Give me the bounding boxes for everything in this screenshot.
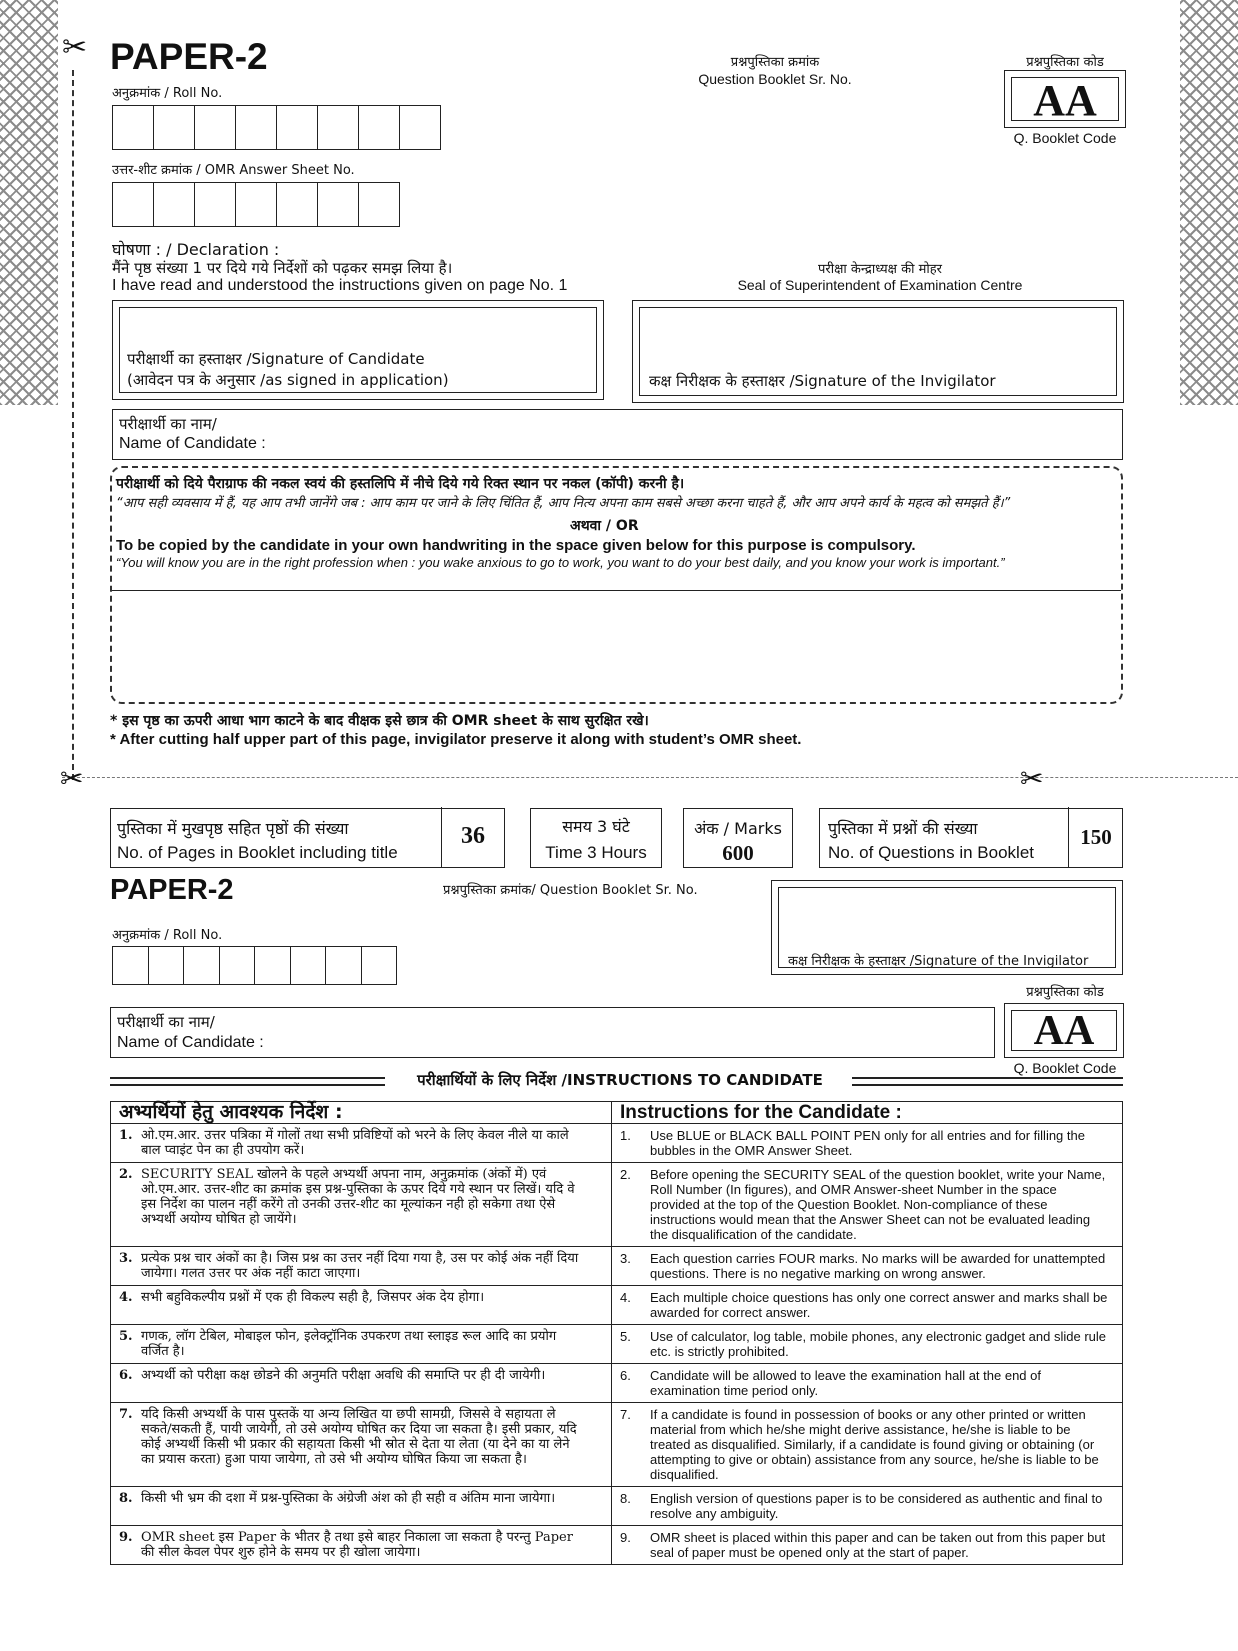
instructions-table	[110, 1101, 1123, 1565]
decorative-border-left	[0, 0, 58, 405]
instruction-number: 7.	[620, 1407, 631, 1422]
instruction-text-english: OMR sheet is placed within this paper and can be taken out from this paper but seal of paper must be opened only at the start of paper.	[650, 1530, 1106, 1560]
candidate-name-hindi: परीक्षार्थी का नाम/	[119, 415, 217, 433]
scissors-icon: ✂	[62, 31, 88, 64]
cell-divider	[441, 807, 442, 867]
marks-value: 600	[722, 841, 754, 865]
questions-value: 150	[1080, 825, 1112, 849]
instruction-row	[111, 1247, 1123, 1286]
candidate-name-box[interactable]	[112, 409, 1123, 460]
instruction-text-english: Each multiple choice questions has only one correct answer and marks shall be awarded for correct answer.	[650, 1290, 1108, 1320]
seal-label-hindi: परीक्षा केन्द्राध्यक्ष की मोहर	[818, 262, 942, 277]
roll-label-bottom: अनुक्रमांक / Roll No.	[112, 928, 223, 943]
instruction-text-hindi: यदि किसी अभ्यर्थी के पास पुस्तकें या अन्य लिखित या छपी सामग्री, जिससे वे सहायता ले सकते/सकती हैं, पायी जायेगी, तो उसे अयोग्य घोषित कर दिया जा सकता है। इसी प्रकार, यदि कोई अभ्यर्थी किसी भी प्रकार की सहायता किसी भी स्रोत से देता या लेता (या देने का या लेने का प्रयास करता) हुआ पाया जायेगा, तो उसे भी अयोग्य घोषित किया जा सकता है।	[141, 1407, 577, 1467]
instruction-text-english: English version of questions paper is to be considered as authentic and final to resolve any ambiguity.	[650, 1491, 1103, 1521]
instruction-text-english: Use of calculator, log table, mobile phones, any electronic gadget and slide rule etc. is strictly prohibited.	[650, 1329, 1107, 1359]
candidate-name-english: Name of Candidate :	[119, 435, 266, 452]
instructions-header-english: Instructions for the Candidate :	[612, 1102, 1123, 1124]
pages-value: 36	[461, 823, 485, 849]
candidate-signature-label: परीक्षार्थी का हस्ताक्षर /Signature of Candidate	[127, 350, 425, 368]
code-label-hindi: प्रश्नपुस्तिका कोड	[1026, 55, 1104, 70]
note-hindi: * इस पृष्ठ का ऊपरी आधा भाग काटने के बाद वीक्षक इसे छात्र की OMR sheet के साथ सुरक्षित रखे।	[110, 713, 649, 729]
booklet-code-box-bottom	[1004, 1003, 1124, 1058]
instruction-number: 5.	[620, 1329, 631, 1344]
instructions-header-hindi: अभ्यर्थियों हेतु आवश्यक निर्देश :	[111, 1102, 612, 1124]
declaration-english: I have read and understood the instructions given on page No. 1	[112, 277, 568, 294]
roll-number-cells-bottom[interactable]	[112, 946, 397, 985]
instruction-text-english: Before opening the SECURITY SEAL of the question booklet, write your Name, Roll Number (In figures), and OMR Answer-sheet Number in the space provided at the top of the Question Booklet. Non-compliance of these instructions would mean that the Answer Sheet can not be evaluated leading the disqualification of the candidate.	[650, 1167, 1106, 1242]
instruction-number: 3.	[119, 1251, 133, 1266]
instruction-number: 4.	[620, 1290, 631, 1305]
booklet-code-box	[1004, 70, 1126, 128]
instruction-row	[111, 1286, 1123, 1325]
instruction-text-hindi: OMR sheet इस Paper के भीतर है तथा इसे बाहर निकाला जा सकता है परन्तु Paper की सील केवल पेपर शुरु होने के समय पर ही खोला जायेगा।	[141, 1530, 573, 1560]
invigilator-signature-label-bottom: कक्ष निरीक्षक के हस्ताक्षर /Signature of the Invigilator	[788, 954, 1089, 969]
invigilator-signature-label: कक्ष निरीक्षक के हस्ताक्षर /Signature of the Invigilator	[649, 372, 996, 390]
paper-title: PAPER-2	[110, 36, 268, 77]
instruction-text-hindi: अभ्यर्थी को परीक्षा कक्ष छोडने की अनुमति परीक्षा अवधि की समाप्ति पर ही दी जायेगी।	[141, 1368, 546, 1383]
instructions-title: परीक्षार्थियों के लिए निर्देश /INSTRUCTIONS TO CANDIDATE	[417, 1071, 823, 1089]
scissors-icon: ✂	[1020, 763, 1044, 794]
roll-label: अनुक्रमांक / Roll No.	[112, 86, 223, 101]
instruction-number: 2.	[620, 1167, 631, 1182]
pages-count-box	[110, 808, 505, 868]
instruction-number: 6.	[620, 1368, 631, 1383]
time-box	[530, 808, 662, 868]
instruction-row	[111, 1163, 1123, 1247]
instruction-text-hindi: गणक, लॉग टेबिल, मोबाइल फोन, इलेक्ट्रॉनिक उपकरण तथा स्लाइड रूल आदि का प्रयोग वर्जित है।	[141, 1329, 557, 1359]
copy-instruction-english: To be copied by the candidate in your own handwriting in the space given below for this purpose is compulsory.	[116, 537, 916, 554]
instruction-text-hindi: किसी भी भ्रम की दशा में प्रश्न-पुस्तिका के अंग्रेजी अंश को ही सही व अंतिम माना जायेगा।	[141, 1491, 556, 1506]
instruction-number: 4.	[119, 1290, 133, 1305]
instruction-text-english: If a candidate is found in possession of books or any other printed or written material from which he/she might derive assistance, he/she is liable to be treated as disqualified. Similarly, if a candidate is found giving or obtaining (or attempting to give or obtain) assistance from any source, he/she is liable to be disqualified.	[650, 1407, 1099, 1482]
instruction-text-hindi: सभी बहुविकल्पीय प्रश्नों में एक ही विकल्प सही है, जिसपर अंक देय होगा।	[141, 1290, 485, 1305]
instruction-number: 1.	[119, 1128, 133, 1143]
declaration-label: घोषणा : / Declaration :	[112, 240, 280, 259]
invigilator-signature-box-bottom[interactable]	[771, 880, 1123, 975]
sr-no-bottom: प्रश्नपुस्तिका क्रमांक/ Question Booklet Sr. No.	[443, 883, 698, 898]
copy-quote-hindi: “आप सही व्यवसाय में हैं, यह आप तभी जानेंगे जब : आप काम पर जाने के लिए चिंतित हैं, आप नित्य अपना काम सबसे अच्छा करना चाहते हैं, और आप अपने कार्य के महत्व को समझते हैं।”	[116, 496, 1011, 511]
candidate-signature-box[interactable]	[112, 300, 604, 400]
instruction-row	[111, 1487, 1123, 1526]
marks-label: अंक / Marks	[694, 819, 782, 838]
sr-no-hindi: प्रश्नपुस्तिका क्रमांक	[730, 55, 820, 70]
instruction-number: 1.	[620, 1128, 631, 1143]
instruction-text-english: Candidate will be allowed to leave the examination hall at the end of examination time period only.	[650, 1368, 1041, 1398]
candidate-signature-note: (आवेदन पत्र के अनुसार /as signed in application)	[127, 371, 449, 389]
instruction-number: 6.	[119, 1368, 133, 1383]
seal-label-english: Seal of Superintendent of Examination Centre	[737, 277, 1023, 293]
instruction-text-hindi: ओ.एम.आर. उत्तर पत्रिका में गोलों तथा सभी प्रविष्टियों को भरने के लिए केवल नीले या काले बाल प्वाइंट पेन का ही उपयोग करें।	[141, 1128, 569, 1158]
copy-space-divider	[112, 590, 1121, 591]
decorative-border-right	[1180, 0, 1238, 405]
instruction-text-english: Use BLUE or BLACK BALL POINT PEN only for all entries and for filling the bubbles in the OMR Answer Sheet.	[650, 1128, 1085, 1158]
instruction-text-hindi: SECURITY SEAL खोलने के पहले अभ्यर्थी अपना नाम, अनुक्रमांक (अंकों में) एवं ओ.एम.आर. उत्तर-शीट का क्रमांक इस प्रश्न-पुस्तिका के ऊपर दिये गये स्थान पर लिखें। यदि वे इस निर्देश का पालन नहीं करेंगे तो उनकी उत्तर-शीट का मूल्यांकन नही हो सकेगा तथा ऐसे अभ्यर्थी अयोग्य घोषित हो जायेंगे।	[141, 1167, 575, 1227]
cell-divider	[1068, 807, 1069, 867]
omr-number-cells[interactable]	[112, 182, 400, 227]
instruction-row	[111, 1364, 1123, 1403]
copy-or-label: अथवा / OR	[570, 518, 639, 534]
instruction-number: 9.	[119, 1530, 133, 1545]
marks-box	[683, 808, 793, 868]
instruction-row	[111, 1124, 1123, 1163]
copy-instruction-hindi: परीक्षार्थी को दिये पैराग्राफ की नकल स्वयं की हस्तलिपि में नीचे दिये गये रिक्त स्थान पर नकल (कॉपी) करनी है।	[116, 476, 685, 492]
paper-title-bottom: PAPER-2	[110, 874, 234, 906]
instruction-row	[111, 1526, 1123, 1565]
pages-label-hindi: पुस्तिका में मुखपृष्ठ सहित पृष्ठों की संख्या	[117, 819, 349, 838]
declaration-hindi: मैंने पृष्ठ संख्या 1 पर दिये गये निर्देशों को पढ़कर समझ लिया है।	[112, 259, 453, 277]
instruction-number: 9.	[620, 1530, 631, 1545]
instruction-text-english: Each question carries FOUR marks. No marks will be awarded for unattempted questions. There is no negative marking on wrong answer.	[650, 1251, 1106, 1281]
pages-label-english: No. of Pages in Booklet including title	[117, 843, 398, 862]
code-label-hindi-bottom: प्रश्नपुस्तिका कोड	[1026, 985, 1104, 1000]
candidate-name-box-bottom[interactable]	[110, 1007, 995, 1058]
questions-label-english: No. of Questions in Booklet	[828, 843, 1035, 862]
questions-count-box	[819, 808, 1123, 868]
booklet-code: AA	[1033, 76, 1097, 125]
title-rule-right	[852, 1077, 1123, 1086]
time-english: Time 3 Hours	[545, 843, 647, 862]
instruction-text-hindi: प्रत्येक प्रश्न चार अंकों का है। जिस प्रश्न का उत्तर नहीं दिया गया है, उस पर कोई अंक नहीं दिया जायेगा। गलत उत्तर पर अंक नहीं काटा जाएगा।	[141, 1251, 579, 1281]
instruction-number: 2.	[119, 1167, 133, 1182]
copy-quote-english: “You will know you are in the right profession when : you wake anxious to go to work, you want to do your best daily, and you know your work is important.”	[116, 555, 1005, 570]
instruction-row	[111, 1403, 1123, 1487]
instruction-number: 7.	[119, 1407, 133, 1422]
code-label-english: Q. Booklet Code	[1013, 130, 1117, 146]
instruction-row	[111, 1325, 1123, 1364]
questions-label-hindi: पुस्तिका में प्रश्नों की संख्या	[828, 819, 978, 838]
cut-line-horizontal	[62, 777, 1238, 778]
candidate-name-hindi-bottom: परीक्षार्थी का नाम/	[117, 1013, 215, 1031]
candidate-name-english-bottom: Name of Candidate :	[117, 1034, 264, 1051]
invigilator-signature-box[interactable]	[632, 300, 1124, 403]
instruction-number: 8.	[620, 1491, 631, 1506]
sr-no-english: Question Booklet Sr. No.	[698, 71, 852, 87]
time-hindi: समय 3 घंटे	[562, 817, 630, 836]
handwriting-space[interactable]	[112, 592, 1121, 700]
instruction-number: 5.	[119, 1329, 133, 1344]
title-rule-left	[110, 1077, 385, 1086]
booklet-code-bottom: AA	[1033, 1008, 1095, 1054]
code-label-english-bottom: Q. Booklet Code	[1013, 1060, 1117, 1076]
omr-label: उत्तर-शीट क्रमांक / OMR Answer Sheet No.	[112, 163, 355, 178]
note-english: * After cutting half upper part of this page, invigilator preserve it along with student’s OMR sheet.	[110, 731, 802, 748]
instruction-number: 8.	[119, 1491, 133, 1506]
scissors-icon: ✂	[60, 763, 84, 794]
instruction-number: 3.	[620, 1251, 631, 1266]
cut-line-vertical	[72, 70, 74, 780]
roll-number-cells[interactable]	[112, 105, 441, 150]
